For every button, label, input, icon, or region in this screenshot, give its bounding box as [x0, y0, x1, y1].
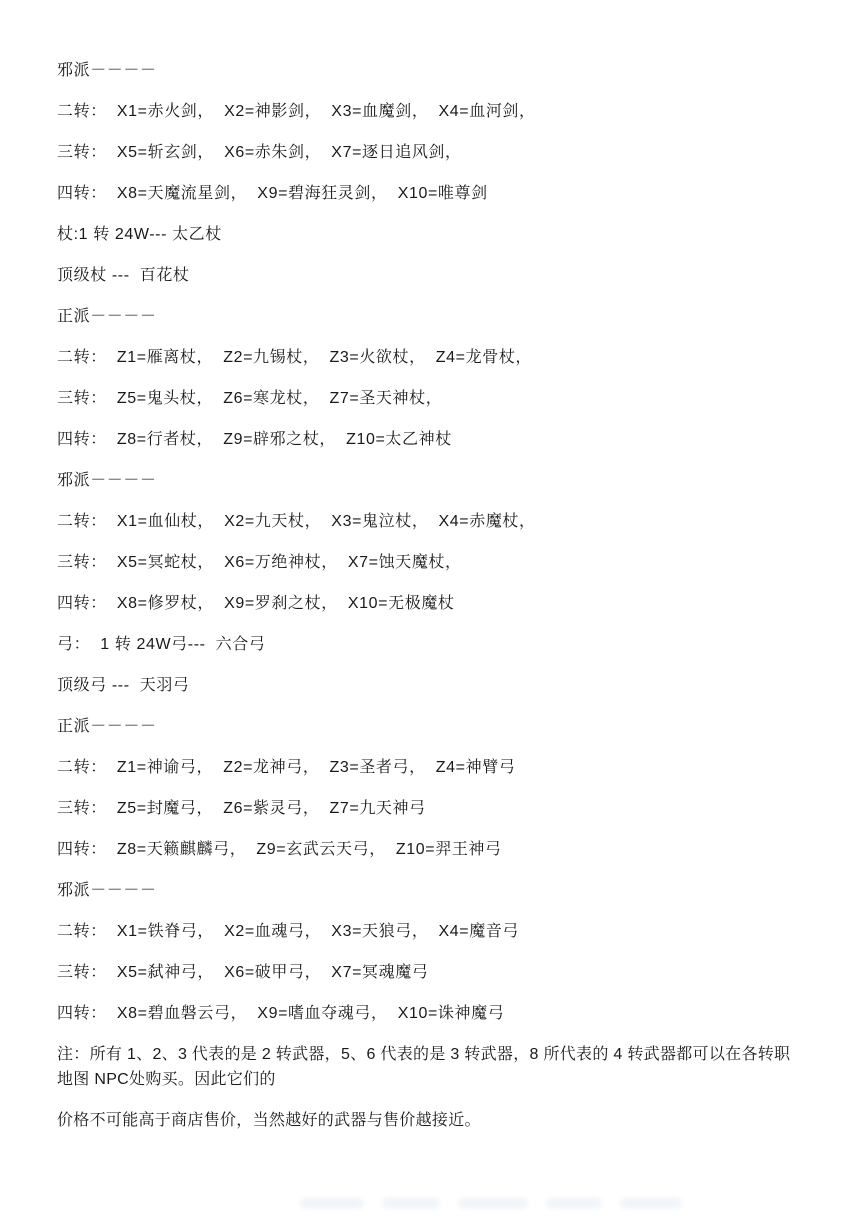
- bow-evil-tier4-line: 四转： X8=碧血磐云弓， X9=嗜血夺魂弓， X10=诛神魔弓: [57, 1005, 505, 1022]
- sword-evil-tier3-line: 三转： X5=斩玄剑， X6=赤朱剑， X7=逐日追风剑，: [57, 144, 462, 161]
- bow-good-tier2-line: 二转： Z1=神谕弓， Z2=龙神弓， Z3=圣者弓， Z4=神臂弓: [57, 759, 516, 776]
- note-price-line: 价格不可能高于商店售价，当然越好的武器与售价越接近。: [57, 1112, 481, 1129]
- staff-good-tier4-line: 四转： Z8=行者杖， Z9=辟邪之杖， Z10=太乙神杖: [57, 431, 452, 448]
- note-section: [57, 1042, 797, 1133]
- bow-evil-tier2-line: 二转： X1=铁脊弓， X2=血魂弓， X3=天狼弓， X4=魔音弓: [57, 923, 520, 940]
- bow-top-line: 顶级弓 --- 天羽弓: [57, 677, 190, 694]
- staff-top-line: 顶级杖 --- 百花杖: [57, 267, 190, 284]
- staff-evil-tier2-line: 二转： X1=血仙杖， X2=九天杖， X3=鬼泣杖， X4=赤魔杖，: [57, 513, 536, 530]
- sword-evil-tier2-line: 二转： X1=赤火剑， X2=神影剑， X3=血魔剑， X4=血河剑，: [57, 103, 536, 120]
- faction-heading-evil-sword: 邪派－－－－: [57, 62, 157, 79]
- bow-good-tier4-line: 四转： Z8=天籁麒麟弓， Z9=玄武云天弓， Z10=羿王神弓: [57, 841, 502, 858]
- staff-tier1-line: 杖:1 转 24W--- 太乙杖: [57, 226, 222, 243]
- bow-tier1-line: 弓： 1 转 24W弓--- 六合弓: [57, 636, 266, 653]
- note-line: 注：所有 1、2、3 代表的是 2 转武器，5、6 代表的是 3 转武器，8 所代表的 4 转武器都可以在各转职地图 NPC处购买。因此它们的: [57, 1046, 791, 1088]
- staff-evil-tier4-line: 四转： X8=修罗杖， X9=罗刹之杖， X10=无极魔杖: [57, 595, 455, 612]
- staff-good-tier3-line: 三转： Z5=鬼头杖， Z6=寒龙杖， Z7=圣天神杖，: [57, 390, 443, 407]
- staff-good-tier2-line: 二转： Z1=雁离杖， Z2=九锡杖， Z3=火欲杖， Z4=龙骨杖，: [57, 349, 533, 366]
- staff-evil-tier3-line: 三转： X5=冥蛇杖， X6=万绝神杖， X7=蚀天魔杖，: [57, 554, 462, 571]
- faction-heading-good-staff: 正派－－－－: [57, 308, 157, 325]
- faction-heading-good-bow: 正派－－－－: [57, 718, 157, 735]
- faction-heading-evil-bow: 邪派－－－－: [57, 882, 157, 899]
- bow-good-tier3-line: 三转： Z5=封魔弓， Z6=紫灵弓， Z7=九天神弓: [57, 800, 426, 817]
- bow-evil-tier3-line: 三转： X5=弑神弓， X6=破甲弓， X7=冥魂魔弓: [57, 964, 429, 981]
- faction-heading-evil-staff: 邪派－－－－: [57, 472, 157, 489]
- sword-evil-tier4-line: 四转： X8=天魔流星剑， X9=碧海狂灵剑， X10=唯尊剑: [57, 185, 488, 202]
